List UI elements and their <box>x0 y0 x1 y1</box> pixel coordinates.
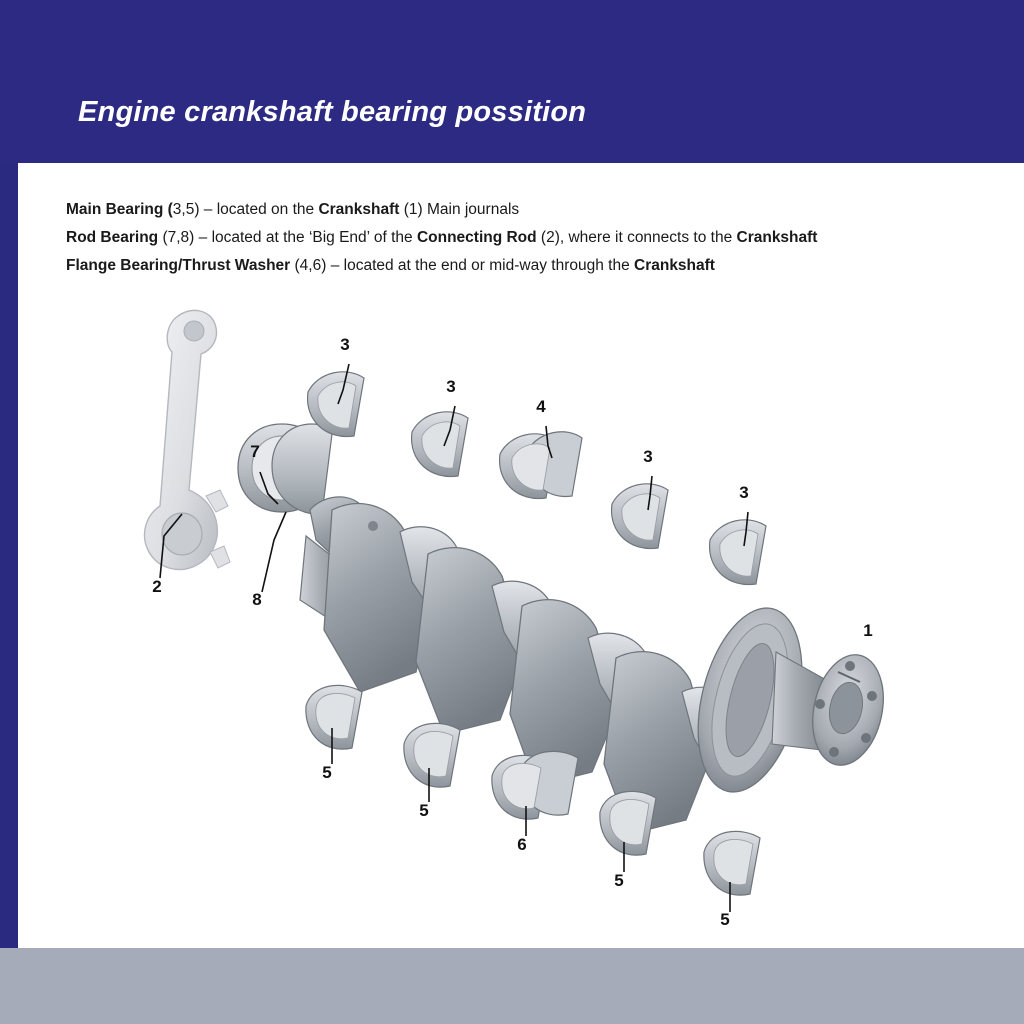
main-bearing-shell-5d <box>704 831 760 895</box>
callout-6: 6 <box>517 835 527 854</box>
desc1-plain1: 3,5) – located on the <box>172 201 319 218</box>
desc1-bold1: Main Bearing ( <box>66 201 173 218</box>
connecting-rod-part <box>145 310 230 569</box>
callout-7: 7 <box>250 442 260 461</box>
desc1-bold2: Crankshaft <box>318 201 400 218</box>
desc2-bold2: Connecting Rod <box>416 229 537 246</box>
callout-3a: 3 <box>340 335 350 354</box>
desc1-plain2: (1) Main journals <box>399 201 520 218</box>
desc2-plain1: (7,8) – located at the ‘Big End’ of the <box>158 229 417 246</box>
callout-5a: 5 <box>322 763 332 782</box>
callout-3c: 3 <box>643 447 653 466</box>
crankshaft-part <box>300 497 893 834</box>
desc2-bold3: Crankshaft <box>736 229 818 246</box>
desc3-plain1: (4,6) – located at the end or mid-way through the <box>290 257 634 274</box>
desc3-bold1: Flange Bearing/Thrust Washer <box>66 257 291 274</box>
callout-8: 8 <box>252 590 262 609</box>
main-bearing-shell-3d <box>710 520 766 585</box>
desc2-plain2: (2), where it connects to the <box>536 229 737 246</box>
header-band <box>0 0 1024 163</box>
main-bearing-shell-3b <box>412 412 468 477</box>
crankshaft-exploded-diagram <box>60 300 980 940</box>
main-bearing-shell-5c <box>600 791 656 855</box>
callout-5d: 5 <box>720 910 730 929</box>
main-bearing-shell-5a <box>306 685 362 749</box>
callout-4: 4 <box>536 397 546 416</box>
callout-5c: 5 <box>614 871 624 890</box>
description-block <box>66 196 996 280</box>
callout-2: 2 <box>152 577 162 596</box>
thrust-washer-6 <box>492 751 578 819</box>
main-bearing-shell-3c <box>612 484 668 549</box>
thrust-washer-4 <box>500 432 582 499</box>
main-bearing-shell-5b <box>404 723 460 787</box>
description-line-2 <box>66 224 996 252</box>
description-line-3 <box>66 252 996 280</box>
desc2-bold1: Rod Bearing <box>66 229 159 246</box>
crank-rear-flange <box>803 648 893 772</box>
callout-5b: 5 <box>419 801 429 820</box>
desc3-bold2: Crankshaft <box>634 257 715 274</box>
footer-band <box>0 948 1024 1024</box>
callout-3b: 3 <box>446 377 456 396</box>
callout-3d: 3 <box>739 483 749 502</box>
description-line-1 <box>66 196 996 224</box>
page-title: Engine crankshaft bearing possition <box>78 96 587 128</box>
callout-1: 1 <box>863 621 873 640</box>
